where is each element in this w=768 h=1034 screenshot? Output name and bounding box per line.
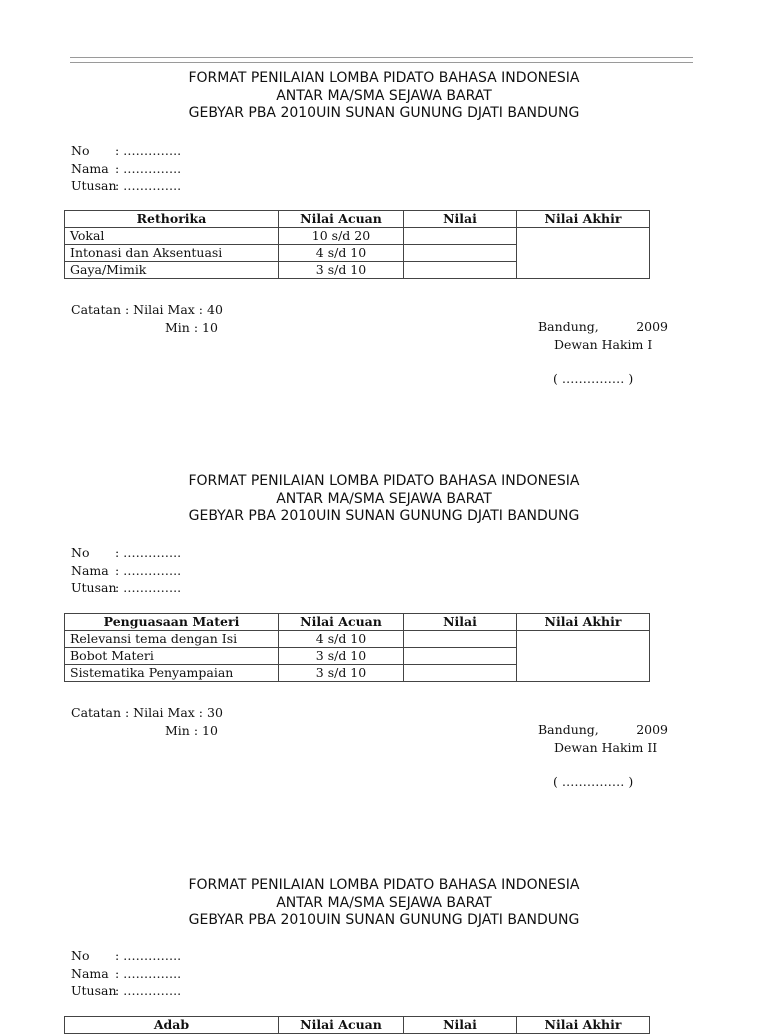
score-table xyxy=(64,1016,650,1034)
criteria-label: Relevansi tema dengan Isi xyxy=(65,631,279,648)
heading-line-2: ANTAR MA/SMA SEJAWA BARAT xyxy=(276,894,492,911)
form-heading xyxy=(0,473,768,526)
place-label: Bandung, xyxy=(538,319,599,334)
reference-range: 4 s/d 10 xyxy=(279,245,404,262)
nilai-cell xyxy=(404,665,517,682)
signature-line: ( …………… ) xyxy=(553,371,634,386)
nilai-cell xyxy=(404,245,517,262)
heading-line-3: GEBYAR PBA 2010UIN SUNAN GUNUNG DJATI BANDUNG xyxy=(188,912,580,928)
catatan-min: Min : 10 xyxy=(165,319,218,335)
utusan-label: Utusan xyxy=(71,580,117,595)
heading-line-1: FORMAT PENILAIAN LOMBA PIDATO BAHASA INDONESIA xyxy=(188,473,580,489)
score-table xyxy=(64,613,650,682)
heading-line-2: ANTAR MA/SMA SEJAWA BARAT xyxy=(276,490,492,507)
year-label: 2009 xyxy=(636,722,668,737)
score-notes xyxy=(71,704,223,739)
criteria-label: Vokal xyxy=(65,228,279,245)
nilai-akhir-cell xyxy=(517,631,650,682)
table-row xyxy=(65,228,650,245)
nama-blank: : ………….. xyxy=(115,160,182,176)
nilai-cell xyxy=(404,631,517,648)
no-blank: : ………….. xyxy=(115,545,182,560)
heading-line-3: GEBYAR PBA 2010UIN SUNAN GUNUNG DJATI BANDUNG xyxy=(188,508,580,524)
top-double-rule-lower xyxy=(70,62,693,63)
participant-info xyxy=(71,947,181,1000)
nilai-akhir-header: Nilai Akhir xyxy=(517,211,650,228)
utusan-blank: : ………….. xyxy=(115,580,182,595)
criteria-label: Intonasi dan Aksentuasi xyxy=(65,245,279,262)
reference-range: 4 s/d 10 xyxy=(279,631,404,648)
criteria-label: Bobot Materi xyxy=(65,648,279,665)
year-label: 2009 xyxy=(636,319,668,334)
nilai-cell xyxy=(404,262,517,279)
nama-blank: : ………….. xyxy=(115,965,182,981)
participant-info xyxy=(71,544,181,597)
heading-line-3: GEBYAR PBA 2010UIN SUNAN GUNUNG DJATI BANDUNG xyxy=(188,105,580,121)
nilai-acuan-header: Nilai Acuan xyxy=(279,614,404,631)
nilai-acuan-header: Nilai Acuan xyxy=(279,211,404,228)
heading-line-1: FORMAT PENILAIAN LOMBA PIDATO BAHASA INDONESIA xyxy=(188,877,580,893)
signature-block xyxy=(538,721,678,791)
top-double-rule-upper xyxy=(70,57,693,58)
no-blank: : ………….. xyxy=(115,948,182,963)
no-label: No xyxy=(71,143,90,158)
nilai-header: Nilai xyxy=(404,614,517,631)
nama-label: Nama xyxy=(71,965,109,981)
participant-info xyxy=(71,142,181,195)
nilai-cell xyxy=(404,648,517,665)
reference-range: 3 s/d 10 xyxy=(279,665,404,682)
score-notes xyxy=(71,301,223,336)
heading-line-2: ANTAR MA/SMA SEJAWA BARAT xyxy=(276,87,492,104)
catatan-max: Catatan : Nilai Max : 40 xyxy=(71,302,223,317)
reference-range: 10 s/d 20 xyxy=(279,228,404,245)
nilai-header: Nilai xyxy=(404,1017,517,1034)
form-heading xyxy=(0,70,768,123)
judge-title: Dewan Hakim I xyxy=(554,336,653,352)
no-label: No xyxy=(71,545,90,560)
nama-label: Nama xyxy=(71,562,109,578)
score-table xyxy=(64,210,650,279)
table-row xyxy=(65,631,650,648)
criteria-header: Adab xyxy=(65,1017,279,1034)
nilai-header: Nilai xyxy=(404,211,517,228)
nilai-akhir-header: Nilai Akhir xyxy=(517,614,650,631)
signature-block xyxy=(538,318,678,388)
criteria-header: Rethorika xyxy=(65,211,279,228)
reference-range: 3 s/d 10 xyxy=(279,262,404,279)
utusan-blank: : ………….. xyxy=(115,178,182,193)
nilai-cell xyxy=(404,228,517,245)
criteria-label: Gaya/Mimik xyxy=(65,262,279,279)
nilai-akhir-header: Nilai Akhir xyxy=(517,1017,650,1034)
criteria-label: Sistematika Penyampaian xyxy=(65,665,279,682)
no-label: No xyxy=(71,948,90,963)
catatan-min: Min : 10 xyxy=(165,722,218,738)
no-blank: : ………….. xyxy=(115,143,182,158)
catatan-max: Catatan : Nilai Max : 30 xyxy=(71,705,223,720)
utusan-label: Utusan xyxy=(71,983,117,998)
judge-title: Dewan Hakim II xyxy=(554,739,658,755)
signature-line: ( …………… ) xyxy=(553,774,634,789)
nama-label: Nama xyxy=(71,160,109,176)
nama-blank: : ………….. xyxy=(115,562,182,578)
utusan-blank: : ………….. xyxy=(115,983,182,998)
criteria-header: Penguasaan Materi xyxy=(65,614,279,631)
nilai-acuan-header: Nilai Acuan xyxy=(279,1017,404,1034)
utusan-label: Utusan xyxy=(71,178,117,193)
nilai-akhir-cell xyxy=(517,228,650,279)
form-heading xyxy=(0,877,768,930)
heading-line-1: FORMAT PENILAIAN LOMBA PIDATO BAHASA INDONESIA xyxy=(188,70,580,86)
place-label: Bandung, xyxy=(538,722,599,737)
reference-range: 3 s/d 10 xyxy=(279,648,404,665)
